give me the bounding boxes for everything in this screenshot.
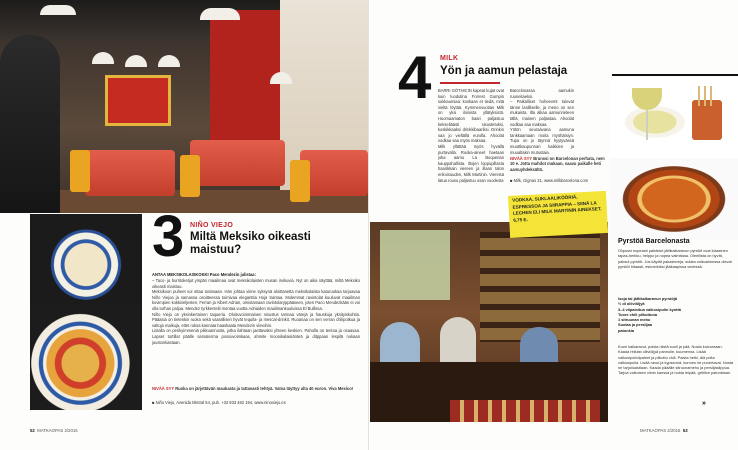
prawn-dish-photo [610,158,738,240]
sidebar-method: Kuori kalkaravut, poista niistä suoli ja pää. Nosta kuivumaan. Kaada reiluist oliiviöljyä pannulle, kuumenna. Lisää valkosipuliviipaleet ja pilkottu chili. Paista hetki, älä polta valkosipulia. Lisää ravut ja kypsennä, kunnes ne punertavat. Nosta ne tarjoiluastiaan. Kaada pääälle sitruunamehu ja persiljasilppua. Tarjoa valkoisen viinin kanssa ja hoida leipää, gritillon patonkiaan. [618,344,734,376]
continue-arrow: » [702,400,706,407]
section3-tip [152,386,360,391]
section3-kicker: NIÑO VIEJO [190,222,234,229]
sidebar-ingredients: Isoja tai jättikalkaravun pyrstöjä ½ dl oliiviöljyä 3–4 viipaloitua valkosipulin kynttä Tuore chili pilkottuna 1 sitruunan mehu Suolaa ja persiljaa patonkia [618,296,681,333]
salsa-plates-photo [30,214,142,306]
drink-photo [610,78,738,158]
left-footer [30,428,78,433]
section3-headline: Miltä Meksiko oikeasti maistuu? [190,231,311,256]
restaurant-interior-photo [0,0,368,213]
section-number-4: 4 [398,44,432,111]
milk-martini-callout: VODKAA, SUKLAALIKÖÖRIÄ, ESPRESSOA JA SIIRAPPIA – SIINÄ LA LECHEN ELI MILK MARTININ AINEKSET. 6,75 E. [508,191,608,238]
sidebar-intro: Olipossi nopeasti paistetut jättikalkaravun pyrstöt ovat klassinen tapas-herkku, helppo ja nopea valmistaa. Oleellista on hyvät, paksut pyrstöt. Jos käytät pakastereja, sulata valkuaimessa olevat pyrstöt hitaasti, esimerkiksi jääkaapissa vedessä. [618,248,732,269]
section-number-3: 3 [152,204,185,269]
section4-tip [510,156,606,172]
section4-tip-text: Brunssi on Barcelonan perhata, nem 10 e. Jotta mahdot mukaan, saavu paikalle heti aamuyhdeksältä. [510,156,605,172]
right-footer-title: MATKAOPAS 2/2015 [640,428,681,433]
right-page-number: 53 [682,428,688,433]
section3-lead: ANTAA MEKSIKOLAISKOKKI Paco Mendezin julistaa: [152,272,256,277]
section4-column-1: BARRI GÓTHICIN kapeat kujat ovat kuin luodutina Forrest Gumpin sukkaumiaa: koskaan et tiedä, mitä sieltä löytää. Kymmenvuotias Milk on yksi iloisista yllätyksistä. Huomaamaton baari paljastuu kekseliäästi sisustetuksi, koskikkaaksi drinkkibaariksi. Drinkin saa jo vieltällä eurolla. Ahoolat vodkaa saa myös maksaa. Milk yllättää myös hyvällä purtavalla. Ruoka-aineet haetaan joka aamu La Boquerian kauppahallista. Iltojen loppupillasta haarikkain viereen ja illaan talon erikoisuuden, Milk Martinin. Viereisä latua rousu paljastuu osan vuodesta [438,88,504,183]
section4-tip-label: NIVÄÄ SYY [510,156,533,161]
section4-rule [440,82,500,84]
sidebar-top-rule [612,74,738,76]
section3-tip-label: NIVÄÄ SYY [152,386,175,391]
section3-tip-text: Ruoka on järjettävän maukasta ja tattavasti tehtyä. Vatsa täyttyy alta 40 euron. Viva Mexico! [175,386,354,391]
right-footer [640,428,688,433]
milk-bar-photo [370,222,608,422]
section4-address: ■ Milk, Gignas 21, www.milkbarcelona.com [510,178,589,183]
sidebar-title: Pyrstöä Barcelonasta [618,238,690,245]
left-page-number: 52 [30,428,35,433]
section4-kicker: MILK [440,55,459,62]
section3-body: – Taco- ja burritoketjut ympäri maailmaa ovat meksikolaisten musan irvikuvia. Nyt on aika näyttää, miltä Meksiko oikeasti maistuu. Meksikoon puheet voi ottaa tosissaan. Hän johtaa viime syksynä aloittanetta meksikolaista katuruokaa tarjoavaa Niño Viejoa ja samassa osoitteessa toimivaa eleganttia Hoja Santaa. Molemmat ravintolat kuuluvat maailman kovimpien kokkiveljesten, Ferran ja Albert Adrian, omistamaan ravintolaryppääseen, joten Paco Mendezkään ei voi olla turhan paljoa. Mendez tyrkkentelii montaa vuotta Adriaiden maailmankuuluissa El Bullissa. Niño Viejo on yksinkertainen taqueria. Oloituvoimmainen sisustus tarmaa värejä ja hauskoja yksityiskohtia. Pääasia on tietenkin ruoka sekä vaarallisen hyvät tequila- ja mescal-drinkit. Ruoanaa on sen verran chilipotkua ja valtoja maikuja, ettet ruksa kannata haaskaata Mendezin viineihin. Listalla on perikyimmeniä pikkuannosta, jotka ilahtaan jaettavaksi yhteen keskien. Paholla on tentoa ja osaavaa. Lapset tortillat päälle sarsaterrna possuvoimkaas, ahmite moonikalaisiänteä ja ditppaan lespilä nokaan juustonkastaan. [152,278,360,345]
page-gutter [368,0,369,450]
section4-headline: Yön ja aamun pelastaja [440,65,568,77]
section3-address: ■ Niño Viejo, Avenida Mistral 54, puh. +34 933 482 194, www.ninoviejo.es [152,400,286,405]
left-footer-title: MATKAOPAS 2/2015 [37,428,78,433]
section4-column-2: Barcelonassa aamukin ruuneitaeksi. – Paikalliset hoheevmt tulevat tänne lasilliselle, ja meno on sen mukaista. Ilta alkaa aamunrieteen tällä, mainen paljastaa. Ahoolat vodkaa saa maksaa. Yötön seuraavana aamuna tankkaamaan moita myöhäisiyn. Tupa on jo täynnä hyytyvässä muuttkaupunnan kaikkien ja muualtakin mutustaja. [510,88,574,154]
tacos-plate-photo [30,306,142,410]
